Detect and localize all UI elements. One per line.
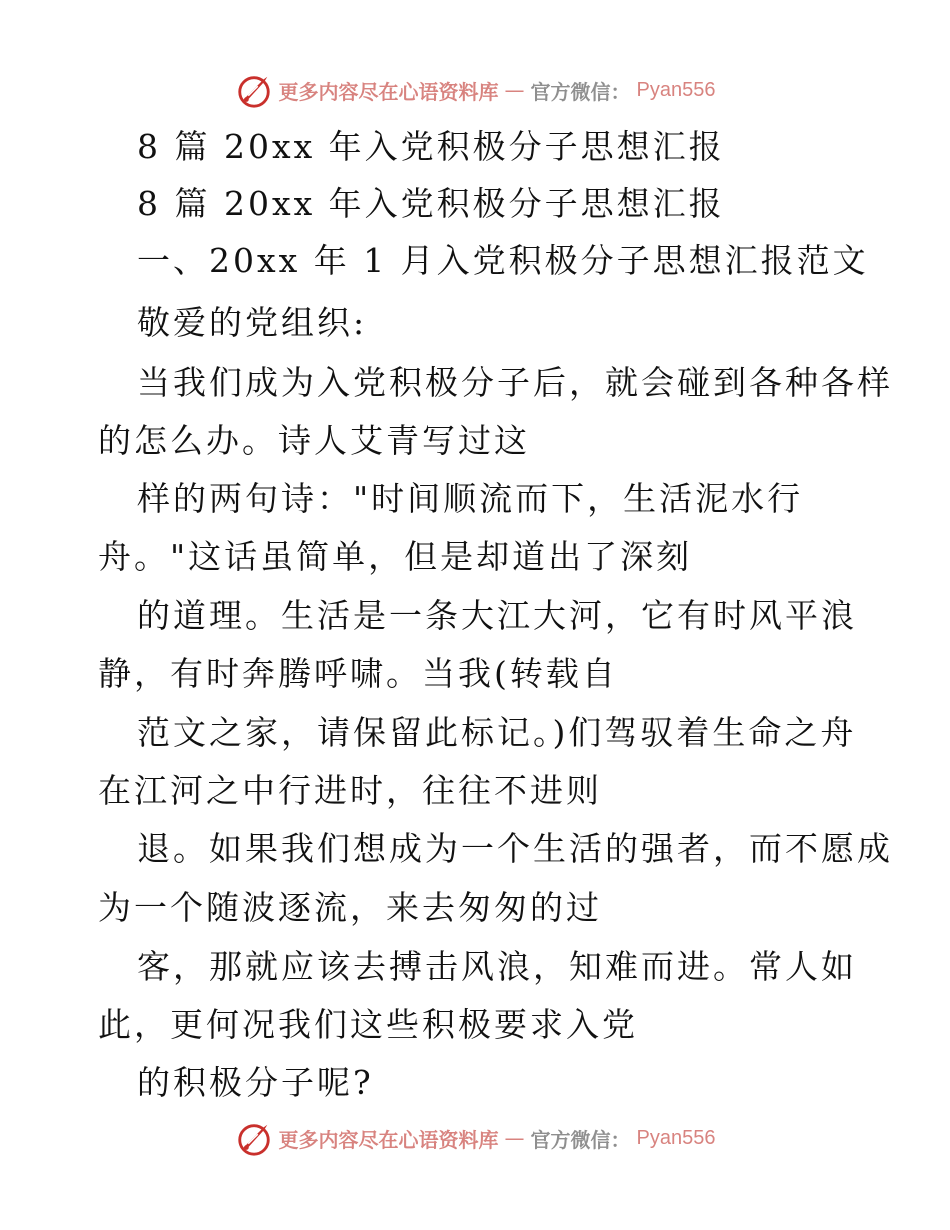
paragraph-line: 在江河之中行进时，往往不进则 xyxy=(98,771,602,810)
banner-dash: — xyxy=(504,78,525,102)
banner-wechat-label: 官方微信： xyxy=(530,79,631,104)
banner-text: 更多内容尽在心语资料库 xyxy=(278,1127,499,1152)
paragraph-line: 的积极分子呢? xyxy=(137,1063,374,1102)
paragraph-line: 退。如果我们想成为一个生活的强者，而不愿成 xyxy=(137,829,893,868)
paragraph-line: 此，更何况我们这些积极要求入党 xyxy=(98,1005,638,1044)
paragraph-line: 舟。"这话虽简单，但是却道出了深刻 xyxy=(98,537,693,576)
paragraph-line: 的道理。生活是一条大江大河，它有时风平浪 xyxy=(137,596,857,635)
document-title-repeat: 8 篇 20xx 年入党积极分子思想汇报 xyxy=(137,184,725,223)
document-title: 8 篇 20xx 年入党积极分子思想汇报 xyxy=(137,127,725,166)
paragraph-line: 当我们成为入党积极分子后，就会碰到各种各样 xyxy=(137,363,893,402)
banner-wechat-id: Pyan556 xyxy=(636,1126,716,1149)
quill-pen-logo-icon xyxy=(235,1119,273,1157)
section-heading: 一、20xx 年 1 月入党积极分子思想汇报范文 xyxy=(137,241,869,280)
header-banner xyxy=(0,70,950,110)
paragraph-line: 客，那就应该去搏击风浪，知难而进。常人如 xyxy=(137,947,857,986)
banner-text: 更多内容尽在心语资料库 xyxy=(278,79,499,104)
banner-wechat-label: 官方微信： xyxy=(530,1127,631,1152)
quill-pen-logo-icon xyxy=(235,71,273,109)
paragraph-line: 的怎么办。诗人艾青写过这 xyxy=(98,421,530,460)
salutation: 敬爱的党组织: xyxy=(137,303,368,342)
paragraph-line: 样的两句诗："时间顺流而下，生活泥水行 xyxy=(137,479,804,518)
paragraph-line: 为一个随波逐流，来去匆匆的过 xyxy=(98,888,602,927)
paragraph-line: 范文之家，请保留此标记。)们驾驭着生命之舟 xyxy=(137,713,857,752)
footer-banner xyxy=(0,1118,950,1158)
paragraph-line: 静，有时奔腾呼啸。当我(转载自 xyxy=(98,654,618,693)
banner-wechat-id: Pyan556 xyxy=(636,78,716,101)
banner-dash: — xyxy=(504,1126,525,1150)
